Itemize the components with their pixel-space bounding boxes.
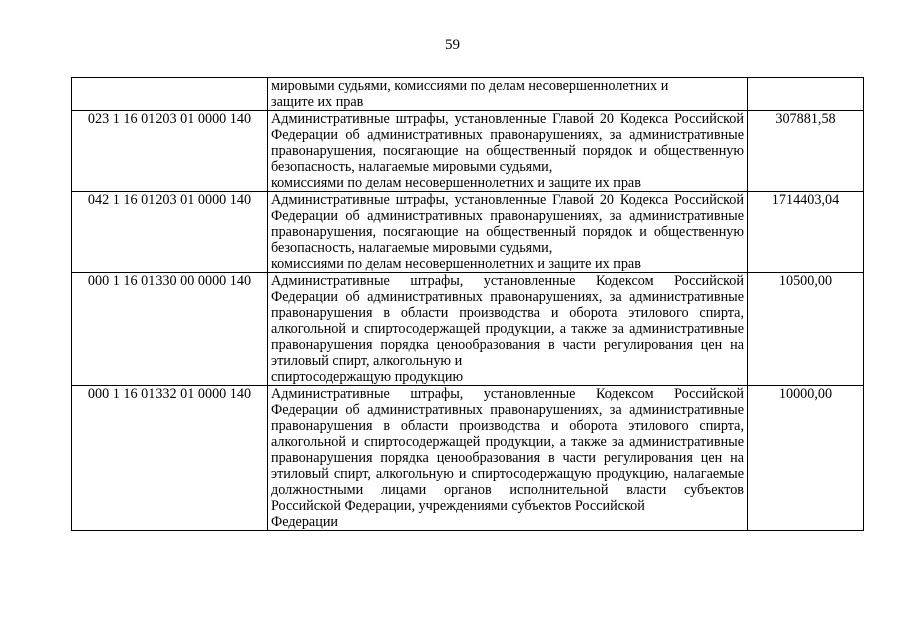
description-text: Административные штрафы, установленные Главой 20 Кодекса Российской Федерации об административных правонарушениях, за административные правонарушения, посягающие на общественный порядок и общественную безопасность, налагаемые мировыми судьями,: [271, 192, 744, 256]
revenue-code-cell: 000 1 16 01332 01 0000 140: [72, 386, 268, 531]
revenue-code-cell: 023 1 16 01203 01 0000 140: [72, 111, 268, 192]
description-cell: [268, 111, 748, 192]
amount-cell: 307881,58: [748, 111, 864, 192]
amount-cell: 1714403,04: [748, 192, 864, 273]
description-cell: [268, 386, 748, 531]
description-last-line: комиссиями по делам несовершеннолетних и защите их прав: [271, 175, 641, 191]
table-row: [72, 192, 864, 273]
description-last-line: спиртосодержащую продукцию: [271, 369, 464, 385]
description-last-line: комиссиями по делам несовершеннолетних и защите их прав: [271, 256, 641, 272]
revenue-code-cell: 042 1 16 01203 01 0000 140: [72, 192, 268, 273]
page-number: 59: [445, 37, 460, 53]
revenue-code-cell: 000 1 16 01330 00 0000 140: [72, 273, 268, 386]
description-cell: [268, 192, 748, 273]
table-row: [72, 111, 864, 192]
description-text: Административные штрафы, установленные Кодексом Российской Федерации об административных правонарушениях, за административные правонарушения в области производства и оборота этилового спирта, алкогольной и спиртосодержащей продукции, а также за административные правонарушения порядка ценообразования в части регулирования цен на этиловый спирт, алкогольную и спиртосодержащую продукцию, налагаемые должностными лицами органов исполнительной власти субъектов Российской Федерации, учреждениями субъектов Российской: [271, 386, 744, 514]
amount-cell: [748, 78, 864, 111]
description-last-line: Федерации: [271, 514, 339, 530]
amount-cell: 10500,00: [748, 273, 864, 386]
description-last-line: защите их прав: [271, 94, 364, 110]
description-text: мировыми судьями, комиссиями по делам несовершеннолетних и: [271, 78, 669, 94]
table-row: [72, 386, 864, 531]
description-text: Административные штрафы, установленные Главой 20 Кодекса Российской Федерации об административных правонарушениях, за административные правонарушения, посягающие на общественный порядок и общественную безопасность, налагаемые мировыми судьями,: [271, 111, 744, 175]
revenue-code-cell: [72, 78, 268, 111]
description-cell: [268, 273, 748, 386]
description-cell: [268, 78, 748, 111]
table-row: [72, 273, 864, 386]
description-text: Административные штрафы, установленные Кодексом Российской Федерации об административных правонарушениях, за административные правонарушения в области производства и оборота этилового спирта, алкогольной и спиртосодержащей продукции, а также за административные правонарушения порядка ценообразования в части регулирования цен на этиловый спирт, алкогольную и: [271, 273, 744, 369]
table-row: [72, 78, 864, 111]
budget-revenue-table: [71, 77, 864, 531]
amount-cell: 10000,00: [748, 386, 864, 531]
